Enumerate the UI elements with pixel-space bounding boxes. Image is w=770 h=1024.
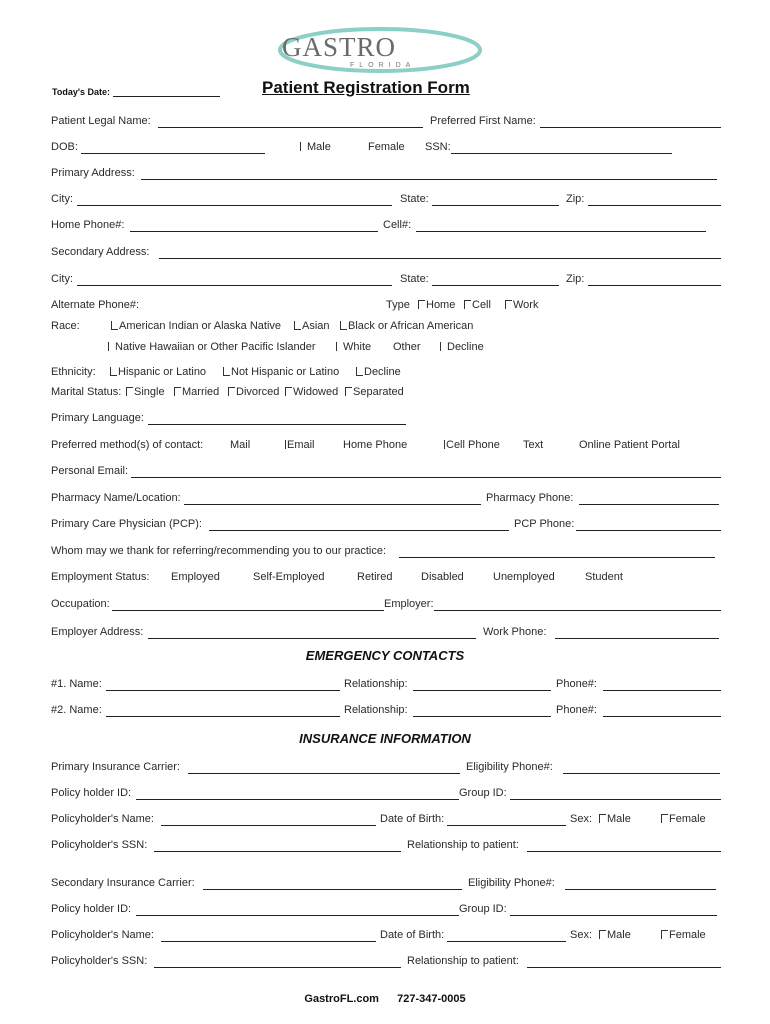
primary-relationship-label: Relationship to patient: <box>407 839 519 851</box>
checkbox-icon[interactable] <box>294 321 301 330</box>
female-option[interactable] <box>368 141 405 154</box>
dob-field[interactable] <box>81 153 265 154</box>
ethnicity-option-label: Decline <box>364 366 401 378</box>
race-option-asian[interactable] <box>294 320 330 333</box>
primary-carrier-label: Primary Insurance Carrier: <box>51 761 180 773</box>
race-option-decline[interactable] <box>440 341 484 354</box>
emergency-1-relationship-field[interactable] <box>413 690 551 691</box>
primary-policy-id-label: Policy holder ID: <box>51 787 132 799</box>
primary-dob-label: Date of Birth: <box>380 813 445 825</box>
secondary-address-label: Secondary Address: <box>51 246 150 258</box>
city-label: City: <box>51 193 73 205</box>
sex-male-label: Male <box>607 929 631 941</box>
referral-field[interactable] <box>399 557 715 558</box>
ethnicity-label: Ethnicity: <box>51 366 96 378</box>
secondary-holder-name-label: Policyholder's Name: <box>51 929 154 941</box>
race-option-label: American Indian or Alaska Native <box>119 320 282 332</box>
contact-option-label: Cell Phone <box>446 439 500 451</box>
secondary-sex-male-option[interactable] <box>599 929 631 942</box>
checkbox-icon[interactable] <box>464 300 471 309</box>
employment-option-label: Retired <box>357 571 393 583</box>
emergency-1-name-label: #1. Name: <box>51 678 102 690</box>
type-cell-option[interactable] <box>464 299 491 312</box>
ethnicity-option-hispanic[interactable] <box>110 366 206 379</box>
secondary-group-id-label: Group ID: <box>459 903 507 915</box>
marital-option-single[interactable] <box>126 386 165 399</box>
secondary-holder-name-field[interactable] <box>161 941 376 942</box>
secondary-dob-field[interactable] <box>447 941 566 942</box>
city-field[interactable] <box>77 205 392 206</box>
marital-option-widowed[interactable] <box>285 386 338 399</box>
primary-holder-ssn-field[interactable] <box>154 851 401 852</box>
pcp-label: Primary Care Physician (PCP): <box>51 518 202 530</box>
logo-subtitle: FLORIDA <box>350 62 416 69</box>
city-label-2: City: <box>51 273 73 285</box>
city-field-2[interactable] <box>77 285 392 286</box>
type-cell-label: Cell <box>472 299 491 311</box>
employer-field[interactable] <box>434 610 721 611</box>
contact-option-label: Email <box>287 439 315 451</box>
checkbox-icon[interactable] <box>599 814 606 823</box>
primary-group-id-field[interactable] <box>510 799 721 800</box>
checkbox-icon[interactable] <box>110 367 117 376</box>
logo-wordmark: GASTRO <box>282 32 397 62</box>
emergency-1-phone-field[interactable] <box>603 690 721 691</box>
secondary-sex-label: Sex: <box>570 929 593 941</box>
occupation-label: Occupation: <box>51 598 110 610</box>
ethnicity-option-not-hispanic[interactable] <box>223 366 339 379</box>
race-option-white[interactable] <box>336 341 371 354</box>
race-option-other[interactable] <box>393 341 421 354</box>
male-option[interactable] <box>300 141 331 154</box>
secondary-policy-id-field[interactable] <box>136 915 459 916</box>
marital-status-label: Marital Status: <box>51 386 122 398</box>
checkbox-icon[interactable] <box>285 387 292 396</box>
preferred-name-label: Preferred First Name: <box>430 115 536 127</box>
contact-option-label: Text <box>523 439 544 451</box>
employment-option-label: Unemployed <box>493 571 555 583</box>
contact-option-mail[interactable] <box>230 439 250 452</box>
employment-option-retired[interactable] <box>357 571 392 584</box>
state-field[interactable] <box>432 205 559 206</box>
contact-option-label: Home Phone <box>343 439 408 451</box>
state-label-2: State: <box>400 273 429 285</box>
checkbox-icon[interactable] <box>340 321 347 330</box>
gastro-florida-logo <box>272 22 487 80</box>
preferred-name-field[interactable] <box>540 127 721 128</box>
secondary-group-id-field[interactable] <box>510 915 717 916</box>
pcp-phone-field[interactable] <box>576 530 721 531</box>
secondary-dob-label: Date of Birth: <box>380 929 445 941</box>
sex-female-label: Female <box>669 929 706 941</box>
checkbox-icon[interactable] <box>228 387 235 396</box>
primary-address-field[interactable] <box>141 179 717 180</box>
checkbox-icon[interactable] <box>599 930 606 939</box>
race-option-label: Black or African American <box>348 320 474 332</box>
secondary-holder-ssn-field[interactable] <box>154 967 401 968</box>
dob-label: DOB: <box>51 141 78 153</box>
race-option-american-indian[interactable] <box>111 320 281 333</box>
zip-field[interactable] <box>588 205 721 206</box>
pharmacy-name-field[interactable] <box>184 504 481 505</box>
sex-male-label: Male <box>607 813 631 825</box>
work-phone-field[interactable] <box>555 638 719 639</box>
cell-field[interactable] <box>416 231 706 232</box>
contact-option-cell-phone[interactable] <box>444 439 500 452</box>
emergency-2-phone-label: Phone#: <box>556 704 597 716</box>
checkbox-icon[interactable] <box>336 342 337 351</box>
employment-option-unemployed[interactable] <box>493 571 555 584</box>
insurance-information-heading: INSURANCE INFORMATION <box>299 731 471 746</box>
emergency-2-relationship-label: Relationship: <box>344 704 408 716</box>
emergency-2-relationship-field[interactable] <box>413 716 551 717</box>
employment-status-label: Employment Status: <box>51 571 150 583</box>
emergency-2-name-field[interactable] <box>106 716 340 717</box>
state-field-2[interactable] <box>432 285 559 286</box>
type-work-label: Work <box>513 299 539 311</box>
primary-language-label: Primary Language: <box>51 412 144 424</box>
phone-type-label: Type <box>386 299 410 311</box>
pcp-field[interactable] <box>209 530 509 531</box>
primary-holder-name-field[interactable] <box>161 825 376 826</box>
primary-policy-id-field[interactable] <box>136 799 459 800</box>
emergency-contacts-heading: EMERGENCY CONTACTS <box>305 648 465 663</box>
footer-phone: 727-347-0005 <box>397 993 466 1005</box>
type-home-option[interactable] <box>418 299 455 312</box>
checkbox-icon[interactable] <box>444 440 445 449</box>
primary-address-label: Primary Address: <box>51 167 135 179</box>
primary-dob-field[interactable] <box>447 825 566 826</box>
referral-label: Whom may we thank for referring/recommending you to our practice: <box>51 545 387 557</box>
marital-option-married[interactable] <box>174 386 219 399</box>
checkbox-icon[interactable] <box>418 300 425 309</box>
ssn-field[interactable] <box>451 153 672 154</box>
race-option-label: White <box>343 341 372 353</box>
alternate-phone-label: Alternate Phone#: <box>51 299 140 311</box>
contact-option-label: Mail <box>230 439 251 451</box>
checkbox-icon[interactable] <box>174 387 181 396</box>
primary-group-id-label: Group ID: <box>459 787 507 799</box>
employment-option-self-employed[interactable] <box>253 571 325 584</box>
occupation-field[interactable] <box>112 610 384 611</box>
home-phone-field[interactable] <box>130 231 378 232</box>
secondary-carrier-label: Secondary Insurance Carrier: <box>51 877 195 889</box>
marital-option-label: Divorced <box>236 386 280 398</box>
emergency-2-phone-field[interactable] <box>603 716 721 717</box>
checkbox-icon[interactable] <box>356 367 363 376</box>
page-title: Patient Registration Form <box>262 78 470 97</box>
contact-option-text[interactable] <box>523 439 543 452</box>
employer-address-field[interactable] <box>148 638 476 639</box>
type-work-option[interactable] <box>505 299 538 312</box>
employment-option-label: Employed <box>171 571 220 583</box>
zip-label: Zip: <box>566 193 585 205</box>
race-label: Race: <box>51 320 80 332</box>
female-label: Female <box>368 141 405 153</box>
employment-option-employed[interactable] <box>171 571 220 584</box>
checkbox-icon[interactable] <box>440 342 441 351</box>
pharmacy-phone-field[interactable] <box>579 504 719 505</box>
contact-option-home-phone[interactable] <box>343 439 407 452</box>
emergency-1-relationship-label: Relationship: <box>344 678 408 690</box>
marital-option-label: Single <box>134 386 165 398</box>
zip-label-2: Zip: <box>566 273 585 285</box>
sex-female-label: Female <box>669 813 706 825</box>
employment-option-student[interactable] <box>585 571 623 584</box>
primary-holder-ssn-label: Policyholder's SSN: <box>51 839 148 851</box>
contact-option-label: Online Patient Portal <box>579 439 680 451</box>
secondary-relationship-field[interactable] <box>527 967 721 968</box>
personal-email-field[interactable] <box>131 477 721 478</box>
secondary-address-field[interactable] <box>159 258 721 259</box>
emergency-2-name-label: #2. Name: <box>51 704 102 716</box>
race-option-black[interactable] <box>340 320 473 333</box>
primary-sex-male-option[interactable] <box>599 813 631 826</box>
pcp-phone-label: PCP Phone: <box>514 518 575 530</box>
secondary-carrier-field[interactable] <box>203 889 462 890</box>
secondary-holder-ssn-label: Policyholder's SSN: <box>51 955 148 967</box>
marital-option-label: Widowed <box>293 386 339 398</box>
secondary-sex-female-option[interactable] <box>661 929 706 942</box>
race-option-label: Native Hawaiian or Other Pacific Islander <box>115 341 316 353</box>
male-label: Male <box>307 141 331 153</box>
pharmacy-name-label: Pharmacy Name/Location: <box>51 492 181 504</box>
ethnicity-option-decline[interactable] <box>356 366 401 379</box>
checkbox-icon[interactable] <box>661 930 668 939</box>
primary-holder-name-label: Policyholder's Name: <box>51 813 154 825</box>
home-phone-label: Home Phone#: <box>51 219 125 231</box>
secondary-eligibility-phone-label: Eligibility Phone#: <box>468 877 555 889</box>
marital-option-label: Married <box>182 386 220 398</box>
todays-date-field[interactable] <box>113 96 220 97</box>
type-home-label: Home <box>426 299 456 311</box>
race-option-native-hawaiian[interactable] <box>108 341 316 354</box>
primary-relationship-field[interactable] <box>527 851 721 852</box>
zip-field-2[interactable] <box>588 285 721 286</box>
state-label: State: <box>400 193 429 205</box>
employment-option-label: Self-Employed <box>253 571 325 583</box>
employer-label: Employer: <box>384 598 434 610</box>
legal-name-field[interactable] <box>158 127 423 128</box>
race-option-label: Decline <box>447 341 484 353</box>
secondary-policy-id-label: Policy holder ID: <box>51 903 132 915</box>
checkbox-icon[interactable] <box>223 367 230 376</box>
contact-option-portal[interactable] <box>579 439 680 452</box>
primary-carrier-field[interactable] <box>188 773 460 774</box>
ethnicity-option-label: Hispanic or Latino <box>118 366 207 378</box>
personal-email-label: Personal Email: <box>51 465 129 477</box>
primary-sex-label: Sex: <box>570 813 593 825</box>
checkbox-icon[interactable] <box>111 321 118 330</box>
employer-address-label: Employer Address: <box>51 626 144 638</box>
emergency-1-name-field[interactable] <box>106 690 340 691</box>
checkbox-icon[interactable] <box>505 300 512 309</box>
employment-option-label: Disabled <box>421 571 464 583</box>
cell-label: Cell#: <box>383 219 412 231</box>
race-option-label: Other <box>393 341 421 353</box>
checkbox-icon[interactable] <box>661 814 668 823</box>
work-phone-label: Work Phone: <box>483 626 547 638</box>
employment-option-label: Student <box>585 571 623 583</box>
checkbox-icon[interactable] <box>108 342 109 351</box>
secondary-eligibility-phone-field[interactable] <box>565 889 716 890</box>
checkbox-icon[interactable] <box>285 440 286 449</box>
secondary-relationship-label: Relationship to patient: <box>407 955 519 967</box>
primary-language-field[interactable] <box>148 424 406 425</box>
primary-eligibility-phone-label: Eligibility Phone#: <box>466 761 553 773</box>
emergency-1-phone-label: Phone#: <box>556 678 597 690</box>
male-checkbox-icon[interactable] <box>300 142 301 151</box>
primary-sex-female-option[interactable] <box>661 813 706 826</box>
checkbox-icon[interactable] <box>345 387 352 396</box>
legal-name-label: Patient Legal Name: <box>51 115 151 127</box>
race-option-label: Asian <box>302 320 330 332</box>
marital-option-label: Separated <box>353 386 404 398</box>
todays-date-label: Today's Date: <box>52 87 110 97</box>
contact-method-label: Preferred method(s) of contact: <box>51 439 204 451</box>
ssn-label: SSN: <box>425 141 451 153</box>
marital-option-divorced[interactable] <box>228 386 279 399</box>
pharmacy-phone-label: Pharmacy Phone: <box>486 492 574 504</box>
employment-option-disabled[interactable] <box>421 571 464 584</box>
footer <box>0 993 770 1005</box>
footer-website: GastroFL.com <box>304 993 379 1005</box>
marital-option-separated[interactable] <box>345 386 404 399</box>
contact-option-email[interactable] <box>285 439 315 452</box>
ethnicity-option-label: Not Hispanic or Latino <box>231 366 340 378</box>
primary-eligibility-phone-field[interactable] <box>563 773 720 774</box>
checkbox-icon[interactable] <box>126 387 133 396</box>
